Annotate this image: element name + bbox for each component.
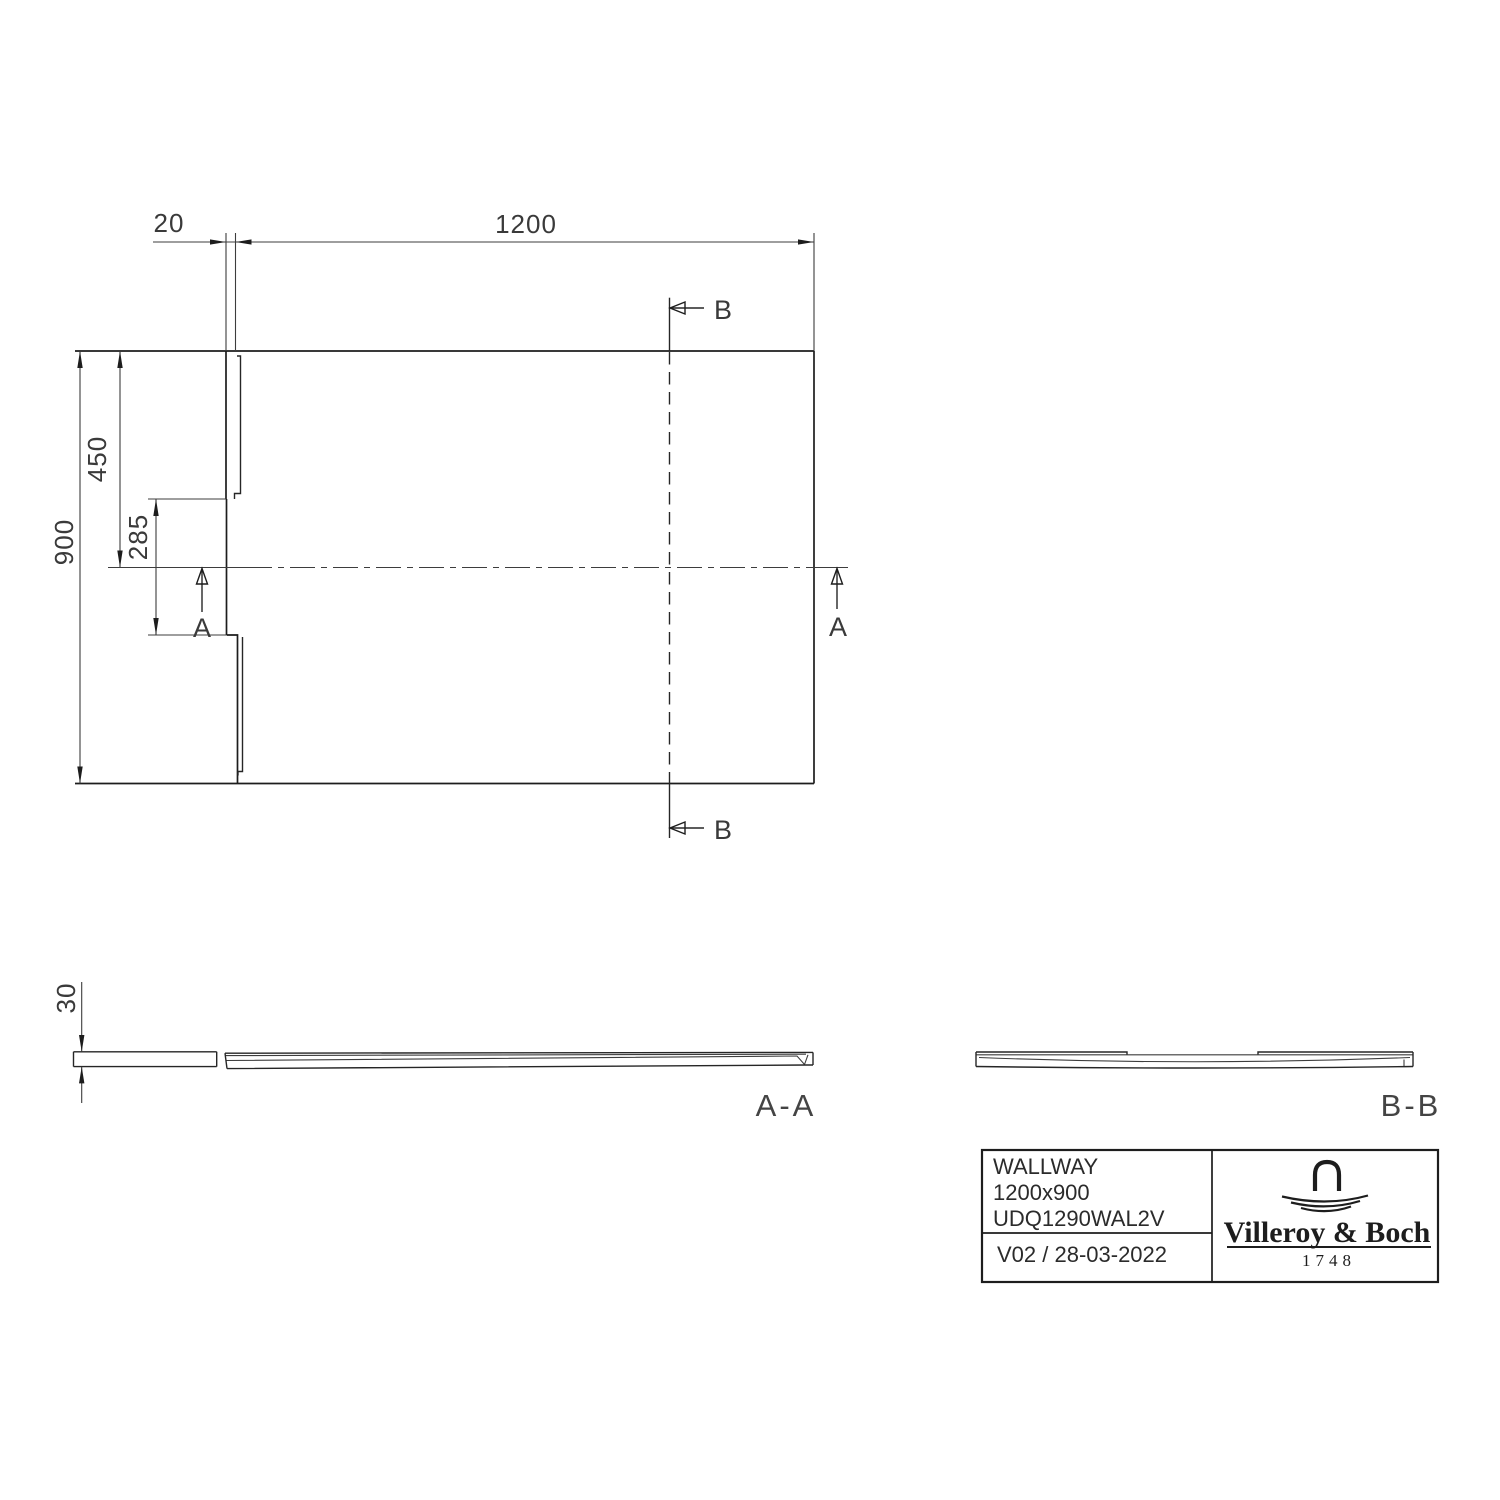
section-aa-title: A-A xyxy=(755,1088,817,1123)
section-b-label-bottom: B xyxy=(713,815,733,845)
dimension-thickness-30 xyxy=(51,982,84,1103)
arrowhead xyxy=(117,551,122,568)
section-a-label-left: A xyxy=(192,613,212,643)
aa-top-line xyxy=(225,1052,813,1053)
villeroy-boch-logo-icon xyxy=(1282,1162,1368,1211)
arrowhead xyxy=(77,767,82,784)
flange-inner-upper xyxy=(235,356,241,499)
logo-arch xyxy=(1315,1162,1339,1191)
arrowhead xyxy=(210,239,226,244)
dimension-width-1200 xyxy=(236,209,815,245)
arrowhead xyxy=(79,1067,84,1084)
arrowhead xyxy=(153,499,158,516)
product-code: UDQ1290WAL2V xyxy=(993,1206,1165,1231)
dimension-half-450 xyxy=(82,351,123,568)
aa-top-inner-line xyxy=(225,1054,806,1055)
revision-date: V02 / 28-03-2022 xyxy=(997,1242,1168,1267)
arrowhead xyxy=(798,239,814,244)
brand-name: Villeroy & Boch xyxy=(1223,1216,1431,1249)
dim-text-450: 450 xyxy=(82,435,112,483)
section-bb-title: B-B xyxy=(1380,1088,1442,1123)
dim-text-20: 20 xyxy=(153,208,185,238)
product-name: WALLWAY xyxy=(993,1154,1099,1179)
section-line-b xyxy=(670,295,733,845)
flange-outer-lower xyxy=(227,635,238,784)
dim-text-900: 900 xyxy=(49,518,79,566)
section-a-view xyxy=(51,982,816,1123)
bb-floor-line xyxy=(979,1058,1410,1062)
section-b-view xyxy=(976,1052,1441,1123)
channel-outline xyxy=(74,1052,217,1067)
logo-ripple-1 xyxy=(1282,1196,1368,1202)
arrowhead xyxy=(77,351,82,368)
bb-bottom-line xyxy=(976,1067,1413,1069)
product-size: 1200x900 xyxy=(993,1180,1090,1205)
arrowhead xyxy=(79,1035,84,1052)
aa-bottom-line xyxy=(227,1065,813,1069)
drain-channel-profile xyxy=(74,1052,217,1067)
tray-profile-aa xyxy=(225,1052,813,1068)
arrowhead xyxy=(236,239,252,244)
section-b-label-top: B xyxy=(713,295,733,325)
dim-text-285: 285 xyxy=(123,513,153,561)
flange-inner-lower xyxy=(238,637,243,776)
brand-logo-cell xyxy=(1224,1162,1431,1270)
section-a-label-right: A xyxy=(828,612,848,642)
dimension-flange-20 xyxy=(153,208,814,245)
tray-profile-bb xyxy=(976,1052,1413,1068)
title-block-info-cell xyxy=(993,1154,1167,1267)
arrowhead xyxy=(153,618,158,635)
dimension-depth-900 xyxy=(49,351,83,784)
section-line-a xyxy=(108,568,848,644)
aa-floor-line xyxy=(227,1055,809,1065)
title-block xyxy=(982,1150,1438,1282)
dim-text-1200: 1200 xyxy=(495,209,557,239)
plan-view xyxy=(49,208,848,845)
dim-text-30: 30 xyxy=(51,982,81,1014)
brand-year: 1748 xyxy=(1302,1251,1356,1270)
arrowhead xyxy=(117,351,122,368)
